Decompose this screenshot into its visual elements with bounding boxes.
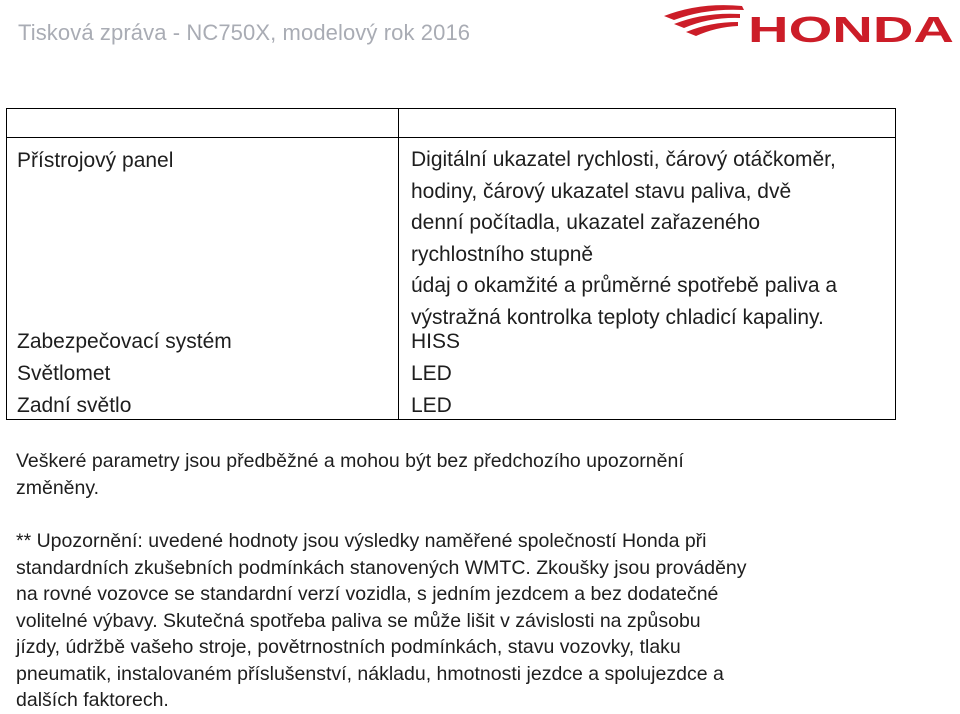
spec-label-instrument-panel: Přístrojový panel [17,149,174,172]
spec-label-headlight: Světlomet [17,362,111,385]
document-header-title: Tisková zpráva - NC750X, modelový rok 2016 [18,20,471,45]
footnote-line: standardních zkušebních podmínkách stanovených WMTC. Zkoušky jsou prováděny [16,556,747,579]
spec-label-taillight: Zadní světlo [17,394,132,417]
honda-wing-icon [664,5,744,36]
footnote-line: volitelné výbavy. Skutečná spotřeba paliva se může lišit v závislosti na způsobu [16,609,701,632]
spec-value-line: výstražná kontrolka teploty chladicí kapaliny. [411,305,824,329]
table-row-divider [7,137,895,138]
spec-value-line: Digitální ukazatel rychlosti, čárový otáčkoměr, [411,148,836,171]
honda-logo [660,0,960,52]
footnote-line: pneumatik, instalovaném příslušenství, nákladu, hmotnosti jezdce a spolujezdce a [16,662,724,685]
footnote-line: ** Upozornění: uvedené hodnoty jsou výsledky naměřené společností Honda při [16,530,707,552]
spec-value-security-system: HISS [411,330,461,353]
spec-value-line: údaj o okamžité a průměrné spotřebě paliva a [411,274,838,297]
footnote-line: dalších faktorech. [16,689,169,711]
spec-value-line: rychlostního stupně [411,242,594,266]
spec-value-taillight: LED [411,394,452,417]
table-column-divider [398,109,399,419]
spec-table [6,108,896,420]
spec-value-headlight: LED [411,362,452,385]
spec-value-instrument-panel [411,144,891,333]
footnote-line: jízdy, údržbě vašeho stroje, povětrnostních podmínkách, stavu vozovky, tlaku [16,636,681,658]
disclaimer-line: Veškeré parametry jsou předběžné a mohou být bez předchozího upozornění [16,450,684,472]
footnote-line: na rovné vozovce se standardní verzí vozidla, s jedním jezdcem a bez dodatečné [16,583,719,605]
disclaimer-line: změněny. [16,476,100,499]
footnote-paragraph [16,528,936,714]
spec-label-security-system: Zabezpečovací systém [17,330,232,353]
honda-logo-text: HONDA [748,9,954,50]
spec-value-line: denní počítadla, ukazatel zařazeného [411,211,761,234]
disclaimer-paragraph [16,448,936,501]
spec-value-line: hodiny, čárový ukazatel stavu paliva, dvě [411,179,792,203]
